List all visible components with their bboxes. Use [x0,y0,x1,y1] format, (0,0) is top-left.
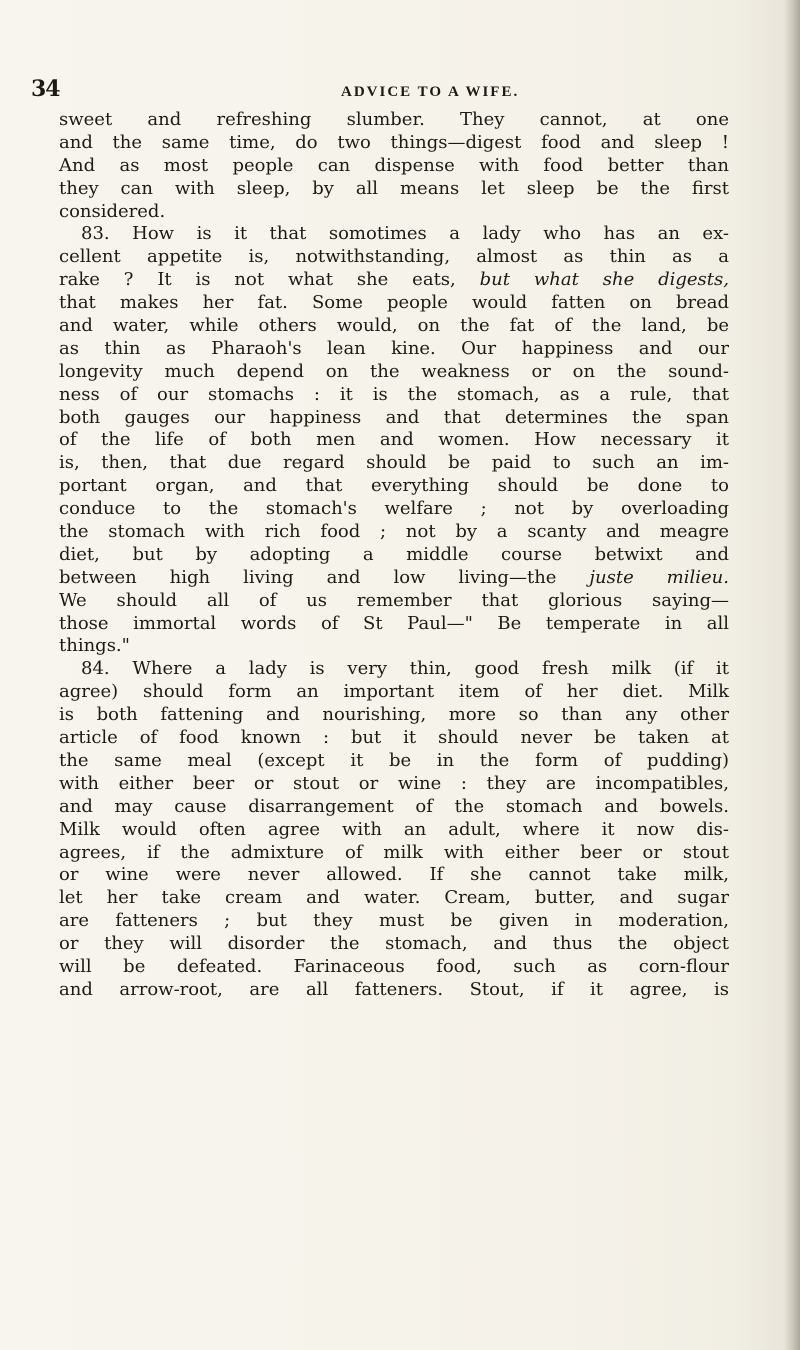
text-line: and arrow-root, are all fatteners. Stout, if it agree, is [59,978,729,1000]
text-line: that makes her fat. Some people would fatten on bread [59,292,729,314]
text-line: ness of our stomachs : it is the stomach, as a rule, that [59,383,729,405]
text-line: Milk would often agree with an adult, where it now dis- [59,818,729,840]
text-line: are fatteners ; but they must be given in moderation, [59,910,729,932]
text-line: is, then, that due regard should be paid to such an im- [59,452,729,474]
page-number: 34 [31,76,60,102]
italic-phrase: juste milieu. [589,566,729,588]
text-line: and may cause disarrangement of the stomach and bowels. [59,795,729,817]
page-edge-shadow [784,0,800,1350]
text-line: sweet and refreshing slumber. They cannot, at one [59,109,729,130]
text-line: longevity much depend on the weakness or on the sound- [59,360,729,382]
text-line: cellent appetite is, notwithstanding, almost as thin as a [59,246,729,268]
text-line: or wine were never allowed. If she cannot take milk, [59,864,729,886]
text-line: diet, but by adopting a middle course betwixt and [59,543,729,565]
paragraph-83-start: 83. How is it that somotimes a lady who has an ex- [81,223,729,245]
text-line: both gauges our happiness and that determines the span [59,406,729,428]
text-line: portant organ, and that everything should be done to [59,475,729,497]
page-header [31,76,751,104]
text-line: things." [59,635,130,657]
text-line-with-italic [59,567,729,590]
text-segment: between high living and low living—the [59,566,557,588]
text-line: article of food known : but it should never be taken at [59,727,729,749]
running-head: ADVICE TO A WIFE. [341,84,520,100]
text-line: And as most people can dispense with food better than [59,154,729,176]
body-text [59,109,729,1002]
text-segment: rake ? It is not what she eats, [59,269,456,291]
text-line-with-italic [59,269,729,292]
text-line: those immortal words of St Paul—" Be temperate in all [59,612,729,634]
text-line: is both fattening and nourishing, more so than any other [59,704,729,726]
text-line: the same meal (except it be in the form of pudding) [59,749,729,771]
text-line: will be defeated. Farinaceous food, such as corn-flour [59,955,729,977]
text-line: of the life of both men and women. How necessary it [59,429,729,451]
text-line: conduce to the stomach's welfare ; not by overloading [59,498,729,520]
text-line: considered. [59,200,166,222]
text-line: and water, while others would, on the fat of the land, be [59,315,729,337]
paragraph-84-start: 84. Where a lady is very thin, good fresh milk (if it [81,658,729,680]
text-line: the stomach with rich food ; not by a scanty and meagre [59,521,729,543]
italic-phrase: but what she digests, [479,269,729,291]
text-line: We should all of us remember that glorious saying— [59,589,729,611]
text-line: and the same time, do two things—digest food and sleep ! [59,131,729,153]
text-line: agree) should form an important item of her diet. Milk [59,681,729,703]
text-line: or they will disorder the stomach, and thus the object [59,933,729,955]
text-line: as thin as Pharaoh's lean kine. Our happiness and our [59,337,729,359]
text-line: let her take cream and water. Cream, butter, and sugar [59,887,729,909]
text-line: they can with sleep, by all means let sleep be the first [59,177,729,199]
text-line: agrees, if the admixture of milk with either beer or stout [59,841,729,863]
text-line: with either beer or stout or wine : they are incompatibles, [59,772,729,794]
